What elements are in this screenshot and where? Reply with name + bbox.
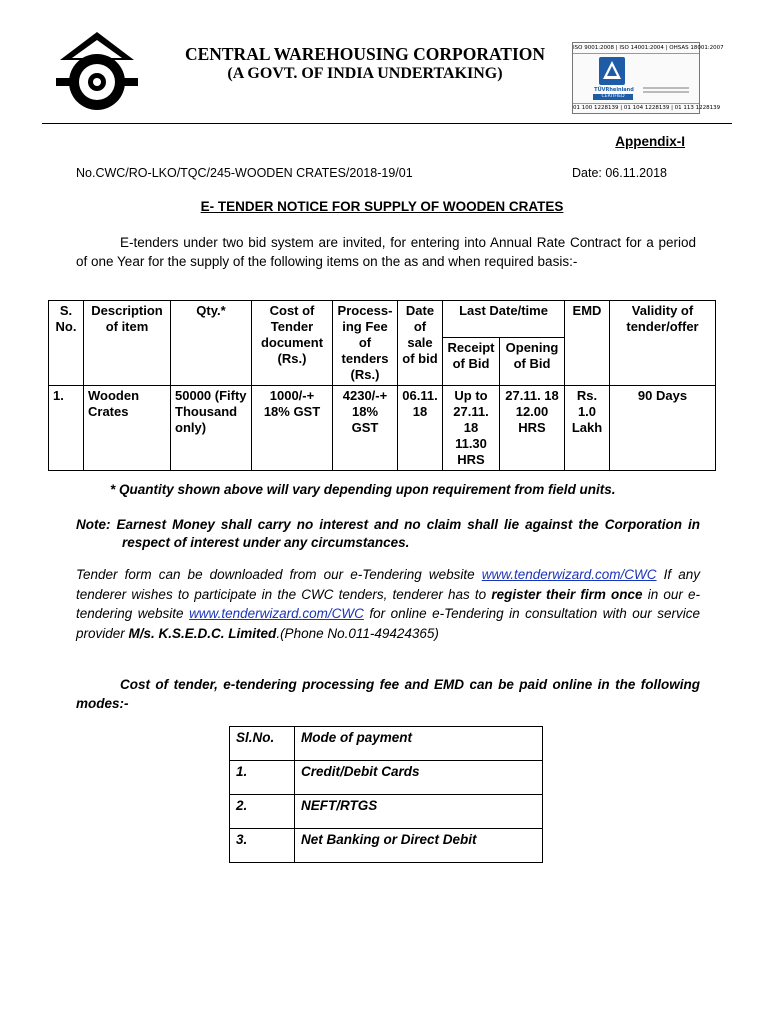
certification-badge [572, 42, 724, 114]
col-validity: Validity of tender/offer [610, 301, 716, 386]
payment-no: 3. [230, 829, 295, 863]
reference-number: No.CWC/RO-LKO/TQC/245-WOODEN CRATES/2018-19/01 [76, 166, 413, 180]
tender-text-3: in our e-tendering website [76, 586, 701, 621]
service-provider: M/s. K.S.E.D.C. Limited [128, 625, 277, 641]
cell-cost: 1000/-+ 18% GST [252, 386, 333, 471]
emd-note [76, 516, 700, 552]
tender-text-5: .(Phone No.011-49424365) [276, 625, 439, 641]
col-cost: Cost of Tender document (Rs.) [252, 301, 333, 386]
intro-paragraph: E-tenders under two bid system are invited, for entering into Annual Rate Contract for a period of one Year for the supply of the following items on the as and when required basis:- [76, 235, 696, 269]
cell-opening: 27.11. 18 12.00 HRS [500, 386, 565, 471]
cell-receipt: Up to 27.11. 18 11.30 HRS [443, 386, 500, 471]
payment-modes-table [229, 726, 543, 863]
tender-text-2: If any tenderer wishes to participate in the CWC tenders, tenderer has to [76, 567, 700, 602]
table-row [230, 795, 543, 829]
cell-date-sale: 06.11. 18 [398, 386, 443, 471]
cwc-logo [52, 30, 142, 112]
col-last-date: Last Date/time [443, 301, 565, 338]
cell-qty: 50000 (Fifty Thousand only) [171, 386, 252, 471]
cell-sno: 1. [49, 386, 84, 471]
col-qty: Qty.* [171, 301, 252, 386]
cert-standards: ISO 9001:2008 | ISO 14001:2004 | OHSAS 18001:2007 [573, 43, 699, 54]
org-subtitle: (A GOVT. OF INDIA UNDERTAKING) [227, 65, 503, 82]
col-fee: Process-ing Fee of tenders (Rs.) [333, 301, 398, 386]
register-emphasis: register their firm once [491, 586, 643, 602]
tenderwizard-link-2[interactable]: www.tenderwizard.com/CWC [189, 606, 364, 621]
col-sno: S. No. [49, 301, 84, 386]
table-row [230, 761, 543, 795]
payment-no: 2. [230, 795, 295, 829]
cert-label: CERTIFIED [593, 94, 633, 100]
table-row [49, 386, 716, 471]
payment-mode: NEFT/RTGS [295, 795, 543, 829]
col-opening: Opening of Bid [500, 338, 565, 386]
appendix-label: Appendix-I [615, 134, 685, 149]
payment-no: 1. [230, 761, 295, 795]
cert-brand: TÜVRheinland [594, 87, 634, 93]
table-row [230, 829, 543, 863]
tender-text-4: for online e-Tendering in consultation with our service provider [76, 606, 700, 641]
notice-date: Date: 06.11.2018 [572, 166, 667, 180]
payment-col-no: Sl.No. [230, 727, 295, 761]
payment-header-row [230, 727, 543, 761]
tenderwizard-link-1[interactable]: www.tenderwizard.com/CWC [481, 567, 657, 582]
cell-description: Wooden Crates [84, 386, 171, 471]
col-description: Description of item [84, 301, 171, 386]
tender-paragraph [76, 565, 700, 643]
col-date-sale: Date of sale of bid [398, 301, 443, 386]
cell-validity: 90 Days [610, 386, 716, 471]
col-emd: EMD [565, 301, 610, 386]
org-name: CENTRAL WAREHOUSING CORPORATION [184, 44, 546, 64]
notice-title: E- TENDER NOTICE FOR SUPPLY OF WOODEN CRATES [200, 199, 564, 214]
payment-mode: Credit/Debit Cards [295, 761, 543, 795]
cost-note: Cost of tender, e-tendering processing fee and EMD can be paid online in the following modes:- [76, 677, 700, 711]
emd-note-text: Note: Earnest Money shall carry no interest and no claim shall lie against the Corporation in respect of interest under any circumstances. [76, 517, 700, 550]
tender-text-1: Tender form can be downloaded from our e-Tendering website [76, 567, 475, 582]
col-receipt: Receipt of Bid [443, 338, 500, 386]
table-header-row [49, 301, 716, 338]
cert-fine-print [643, 87, 689, 97]
cell-fee: 4230/-+ 18% GST [333, 386, 398, 471]
items-table [48, 300, 716, 471]
cell-emd: Rs. 1.0 Lakh [565, 386, 610, 471]
payment-mode: Net Banking or Direct Debit [295, 829, 543, 863]
quantity-note: * Quantity shown above will vary depending upon requirement from field units. [110, 482, 616, 497]
tuv-logo-icon [599, 57, 625, 85]
cert-ids: 01 100 1228139 | 01 104 1228139 | 01 113 1228139 [573, 105, 721, 111]
header-divider [42, 123, 732, 124]
payment-col-mode: Mode of payment [295, 727, 543, 761]
